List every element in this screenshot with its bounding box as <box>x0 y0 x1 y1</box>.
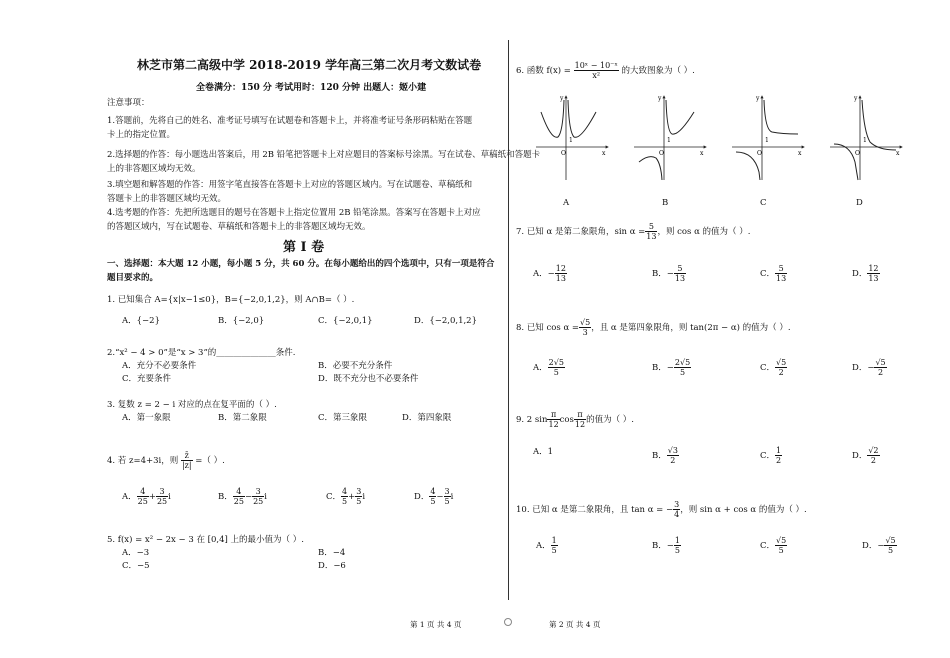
q9-option-label: C． <box>760 451 776 461</box>
q6-c-one: 1 <box>765 137 769 144</box>
exam-title: 林芝市第二高级中学 2018-2019 学年高三第二次月考文数试卷 <box>137 58 482 72</box>
q4-frac2-num: 3 <box>356 487 362 496</box>
q2-stem: 2.“x² − 4 > 0”是“x > 3”的______________条件. <box>107 348 296 358</box>
q9-option-frac <box>867 446 879 465</box>
q1-option-d[interactable]: D．{−2,0,1,2} <box>414 316 477 326</box>
q4-frac1-num: 4 <box>342 487 348 496</box>
q4-option-b[interactable] <box>218 487 267 506</box>
q6-b-x: x <box>700 150 704 157</box>
q9-frac1-num: π <box>547 410 559 420</box>
q7-option-frac <box>775 264 787 283</box>
q7-stem-frac-den: 13 <box>646 232 657 241</box>
q1-stem: 1. 已知集合 A={x|x−1≤0}，B={−2,0,1,2}，则 A∩B=（ ）. <box>107 295 355 305</box>
q4-stem-den: |z| <box>181 461 192 470</box>
q4-option-tail: i <box>168 492 171 502</box>
q10-option-frac-num: √5 <box>776 536 787 545</box>
q7-option-frac-den: 13 <box>555 274 566 283</box>
q4-frac1-num: 4 <box>137 487 149 497</box>
q9-option-frac-num: √2 <box>868 446 879 455</box>
q10-option-frac-num: √5 <box>885 536 896 545</box>
section-title: 第 I 卷 <box>283 240 325 255</box>
q2-option-b[interactable]: B．必要不充分条件 <box>318 361 393 371</box>
q10-option-frac-den: 5 <box>778 546 784 555</box>
q7-stem-frac <box>645 222 657 241</box>
q1-option-b[interactable]: B．{−2,0} <box>218 316 265 326</box>
q4-frac1-den: 25 <box>233 497 244 506</box>
q4-option-sign: − <box>244 492 253 502</box>
q4-frac2-den: 5 <box>356 497 362 506</box>
q10-stem-text: 10. 已知 α 是第二象限角，且 tan α = − <box>516 505 674 515</box>
q7-option-sign: − <box>547 269 555 279</box>
q7-option-frac-num: 5 <box>674 264 686 274</box>
q4-frac1-den: 25 <box>137 497 148 506</box>
q4-frac1-den: 5 <box>430 497 436 506</box>
notes-line: 的答题区域内，写在试题卷、草稿纸和答题卡上的非答题区域均无效。 <box>107 222 371 232</box>
q2-option-a[interactable]: A．充分不必要条件 <box>122 361 197 371</box>
q4-option-tail: i <box>362 492 366 502</box>
q6-a-origin: O <box>561 150 566 157</box>
q4-frac1-num: 4 <box>430 487 436 496</box>
q7-option-d[interactable] <box>852 264 880 283</box>
q3-option-a[interactable]: A．第一象限 <box>122 413 171 423</box>
q9-option-d[interactable] <box>852 446 880 465</box>
q4-stem <box>107 451 225 470</box>
q7-option-b[interactable] <box>652 264 686 283</box>
q8-option-c[interactable] <box>760 358 787 377</box>
q10-option-d[interactable] <box>862 536 897 555</box>
q7-option-label: B． <box>652 269 667 279</box>
q4-option-label: A． <box>122 492 137 502</box>
q8-stem-frac <box>579 318 591 337</box>
q8-option-a[interactable] <box>533 358 565 377</box>
q9-option-value: 1 <box>547 447 554 457</box>
footer-left-page: 第 1 页 共 4 页 <box>410 620 462 629</box>
q10-option-a[interactable] <box>536 536 558 555</box>
notes-line: 4.选考题的作答：先把所选题目的题号在答题卡上指定位置用 2B 铅笔涂黑。答案写在答题卡上对应 <box>107 208 481 218</box>
q7-option-frac <box>867 264 879 283</box>
q9-option-b[interactable] <box>652 446 679 465</box>
notes-heading: 注意事项： <box>107 98 150 108</box>
q9-option-c[interactable] <box>760 446 782 465</box>
q6-a-y: y <box>560 95 564 102</box>
q10-option-sign: − <box>877 541 885 551</box>
q10-option-frac-den: 5 <box>551 546 557 555</box>
q7-stem-end: ，则 cos α 的值为（ ）. <box>657 227 751 237</box>
q8-option-label: D． <box>852 363 868 373</box>
q6-label-a[interactable]: A <box>563 198 570 208</box>
q10-option-label: C． <box>760 541 776 551</box>
notes-line: 答题卡上的非答题区域均无效。 <box>107 194 227 204</box>
q4-option-tail: i <box>450 492 454 502</box>
q8-option-frac-num: 2√5 <box>548 358 564 367</box>
q9-stem-mid: cos <box>559 415 574 425</box>
q10-option-frac-num: 1 <box>551 536 557 545</box>
q3-option-c[interactable]: C．第三象限 <box>318 413 368 423</box>
q10-stem <box>516 500 807 519</box>
q3-option-d[interactable]: D．第四象限 <box>402 413 452 423</box>
q10-option-sign: − <box>666 541 674 551</box>
q8-option-sign: − <box>666 363 674 373</box>
q4-stem-fraction <box>181 451 193 470</box>
q9-frac1 <box>547 410 559 429</box>
q6-d-x: x <box>896 150 900 157</box>
q8-option-frac-num: 2√5 <box>674 358 691 367</box>
q8-option-frac-num: √5 <box>875 358 886 367</box>
q7-option-frac-num: 5 <box>775 264 787 274</box>
q6-graph-c[interactable] <box>732 95 804 180</box>
q6-stem <box>516 61 695 80</box>
q8-option-frac <box>674 358 691 377</box>
q6-a-one: 1 <box>569 137 573 144</box>
q7-option-frac <box>674 264 686 283</box>
q7-option-frac-den: 13 <box>674 274 686 283</box>
q6-label-d[interactable]: D <box>856 198 863 208</box>
q6-graph-d[interactable] <box>830 95 902 180</box>
q8-option-label: A． <box>533 363 548 373</box>
q4-frac2 <box>156 487 168 506</box>
q7-stem <box>516 222 750 241</box>
q3-option-b[interactable]: B．第二象限 <box>218 413 267 423</box>
q9-stem-end: 的值为（ ）. <box>586 415 635 425</box>
q6-c-x: x <box>798 150 802 157</box>
q6-label-b[interactable]: B <box>662 198 669 208</box>
q4-frac1 <box>233 487 245 506</box>
q4-frac1-den: 5 <box>342 497 348 506</box>
q9-option-frac-den: 2 <box>670 456 676 465</box>
q7-option-label: D． <box>852 269 868 279</box>
q10-option-b[interactable] <box>652 536 681 555</box>
q5-option-a[interactable]: A．−3 <box>122 548 150 558</box>
q4-option-label: D． <box>414 492 430 502</box>
q4-frac1-num: 4 <box>233 487 245 497</box>
q4-frac2-num: 3 <box>444 487 450 496</box>
q4-option-sign: + <box>148 492 156 502</box>
q7-option-frac <box>555 264 567 283</box>
q6-b-origin: O <box>659 150 664 157</box>
q9-option-label: A． <box>533 447 548 457</box>
q9-option-frac-num: 1 <box>776 446 782 455</box>
exam-meta: 全卷满分：150 分 考试用时：120 分钟 出题人：姬小建 <box>196 83 427 93</box>
q7-stem-text: 7. 已知 α 是第二象限角，sin α = <box>516 227 646 237</box>
q4-option-tail: i <box>264 492 267 502</box>
q9-option-label: D． <box>852 451 868 461</box>
q10-option-label: D． <box>862 541 878 551</box>
q7-stem-frac-num: 5 <box>645 222 657 232</box>
column-divider <box>508 40 509 600</box>
q8-option-label: B． <box>652 363 667 373</box>
q9-option-label: B． <box>652 451 667 461</box>
q9-option-frac-den: 2 <box>870 456 876 465</box>
q8-stem-frac-den: 3 <box>582 328 588 337</box>
q5-option-c[interactable]: C．−5 <box>122 561 150 571</box>
q8-option-frac-den: 5 <box>679 368 686 377</box>
notes-line: 2.选择题的作答：每小题选出答案后，用 2B 铅笔把答题卡上对应题目的答案标号涂黑。写在试卷、草稿纸和答题卡 <box>107 150 541 160</box>
q8-option-frac <box>874 358 886 377</box>
q8-stem-text: 8. 已知 cos α = <box>516 323 580 333</box>
q10-option-label: B． <box>652 541 667 551</box>
q8-option-sign: − <box>867 363 875 373</box>
q9-option-frac-num: √3 <box>667 446 678 455</box>
q10-option-frac-den: 5 <box>674 546 680 555</box>
q6-c-y: y <box>756 95 760 102</box>
q9-stem <box>516 410 634 429</box>
q8-option-frac-num: √5 <box>776 358 787 367</box>
q3-stem: 3. 复数 z = 2 − i 对应的点在复平面的（ ）. <box>107 400 277 410</box>
q10-stem-frac-num: 3 <box>674 500 680 509</box>
q5-option-d[interactable]: D．−6 <box>318 561 346 571</box>
q4-option-d[interactable] <box>414 487 453 506</box>
q9-option-a[interactable] <box>533 446 553 459</box>
q4-option-a[interactable] <box>122 487 171 506</box>
q6-graph-b[interactable] <box>634 95 706 180</box>
q10-option-frac <box>884 536 896 555</box>
q4-frac2-num: 3 <box>252 487 264 497</box>
q6-stem-end: 的大致图象为（ ）. <box>621 66 695 76</box>
q10-option-c[interactable] <box>760 536 787 555</box>
q8-option-frac <box>775 358 787 377</box>
q7-option-frac-num: 12 <box>555 264 566 273</box>
q7-option-frac-num: 12 <box>868 264 879 273</box>
q6-label-c[interactable]: C <box>760 198 767 208</box>
q10-option-frac-num: 1 <box>674 536 680 545</box>
q6-num: 10ˣ − 10⁻ˣ <box>574 61 618 70</box>
q8-stem <box>516 318 791 337</box>
q6-stem-text: 6. 函数 f(x) = <box>516 66 571 76</box>
q6-den: x² <box>592 71 601 80</box>
q9-frac2-num: π <box>574 410 586 420</box>
q10-option-frac <box>775 536 787 555</box>
notes-line: 上的非答题区域均无效。 <box>107 164 201 174</box>
q6-fraction <box>574 61 619 80</box>
q8-option-frac-den: 2 <box>878 368 884 377</box>
q6-d-origin: O <box>855 150 860 157</box>
q6-b-y: y <box>658 95 662 102</box>
q8-option-frac-den: 5 <box>553 368 559 377</box>
q4-frac2-den: 25 <box>156 497 168 506</box>
q4-frac2-num: 3 <box>156 487 168 497</box>
q9-frac2 <box>574 410 586 429</box>
q9-frac1-den: 12 <box>548 420 559 429</box>
q4-frac2-den: 25 <box>253 497 264 506</box>
q10-option-frac-den: 5 <box>888 546 894 555</box>
q10-option-frac <box>674 536 681 555</box>
q2-option-c[interactable]: C．充要条件 <box>122 374 172 384</box>
q7-option-label: C． <box>760 269 776 279</box>
q6-d-one: 1 <box>863 137 867 144</box>
q9-stem-a: 9. 2 sin <box>516 415 548 425</box>
q4-option-label: B． <box>218 492 233 502</box>
q9-frac2-den: 12 <box>574 420 586 429</box>
notes-line: 卡上的指定位置。 <box>107 130 176 140</box>
q6-graph-a[interactable] <box>536 95 608 180</box>
q8-option-frac-den: 2 <box>778 368 784 377</box>
q4-frac2-den: 5 <box>444 497 450 506</box>
q1-option-c[interactable]: C．{−2,0,1} <box>318 316 373 326</box>
q8-option-d[interactable] <box>852 358 887 377</box>
q6-d-y: y <box>854 95 858 102</box>
q4-option-label: C． <box>326 492 342 502</box>
q4-option-sign: + <box>348 492 356 502</box>
q10-stem-end: ，则 sin α + cos α 的值为（ ）. <box>680 505 807 515</box>
q5-option-b[interactable]: B．−4 <box>318 548 346 558</box>
q8-option-b[interactable] <box>652 358 691 377</box>
q10-option-frac <box>551 536 558 555</box>
q2-option-d[interactable]: D．既不充分也不必要条件 <box>318 374 419 384</box>
q4-frac1 <box>137 487 149 506</box>
center-hole-icon <box>504 618 512 626</box>
q6-a-x: x <box>602 150 606 157</box>
q1-option-a[interactable]: A．{−2} <box>122 316 160 326</box>
q8-option-label: C． <box>760 363 776 373</box>
q7-option-sign: − <box>666 269 674 279</box>
q10-stem-frac-den: 4 <box>674 510 680 519</box>
q8-option-frac <box>548 358 565 377</box>
q7-option-label: A． <box>533 269 548 279</box>
q8-stem-end: ，且 α 是第四象限角，则 tan(2π − α) 的值为（ ）. <box>591 323 791 333</box>
q4-frac2 <box>252 487 264 506</box>
q7-option-frac-den: 13 <box>868 274 879 283</box>
footer-right-page: 第 2 页 共 4 页 <box>549 620 601 629</box>
q4-stem-num: z̄ <box>181 451 193 461</box>
q4-stem-end: =（ ）. <box>195 456 225 466</box>
notes-line: 1.答题前，先将自己的姓名、准考证号填写在试题卷和答题卡上，并将准考证号条形码粘贴在答题 <box>107 116 473 126</box>
q7-option-frac-den: 13 <box>776 274 787 283</box>
section-instructions-1: 一、选择题：本大题 12 小题，每小题 5 分，共 60 分。在每小题给出的四个选项中，只有一项是符合 <box>107 259 495 269</box>
q7-option-a[interactable] <box>533 264 567 283</box>
q5-stem: 5. f(x) = x² − 2x − 3 在 [0,4] 上的最小值为（ ）. <box>107 535 304 545</box>
section-instructions-2: 题目要求的。 <box>107 273 159 283</box>
q4-stem-text: 4. 若 z=4+3i，则 <box>107 456 179 466</box>
q6-graphs <box>536 92 900 182</box>
q9-option-frac <box>667 446 679 465</box>
q6-c-origin: O <box>757 150 762 157</box>
q10-option-label: A． <box>536 541 551 551</box>
q4-option-sign: − <box>436 492 444 502</box>
q6-b-one: 1 <box>667 137 671 144</box>
q8-stem-frac-num: √5 <box>580 318 591 327</box>
notes-line: 3.填空题和解答题的作答：用签字笔直接答在答题卡上对应的答题区域内。写在试题卷、草稿纸和 <box>107 180 473 190</box>
q9-option-frac <box>775 446 782 465</box>
q4-frac2 <box>444 487 451 506</box>
q7-option-c[interactable] <box>760 264 787 283</box>
q4-option-c[interactable] <box>326 487 365 506</box>
q9-option-frac-den: 2 <box>776 456 782 465</box>
